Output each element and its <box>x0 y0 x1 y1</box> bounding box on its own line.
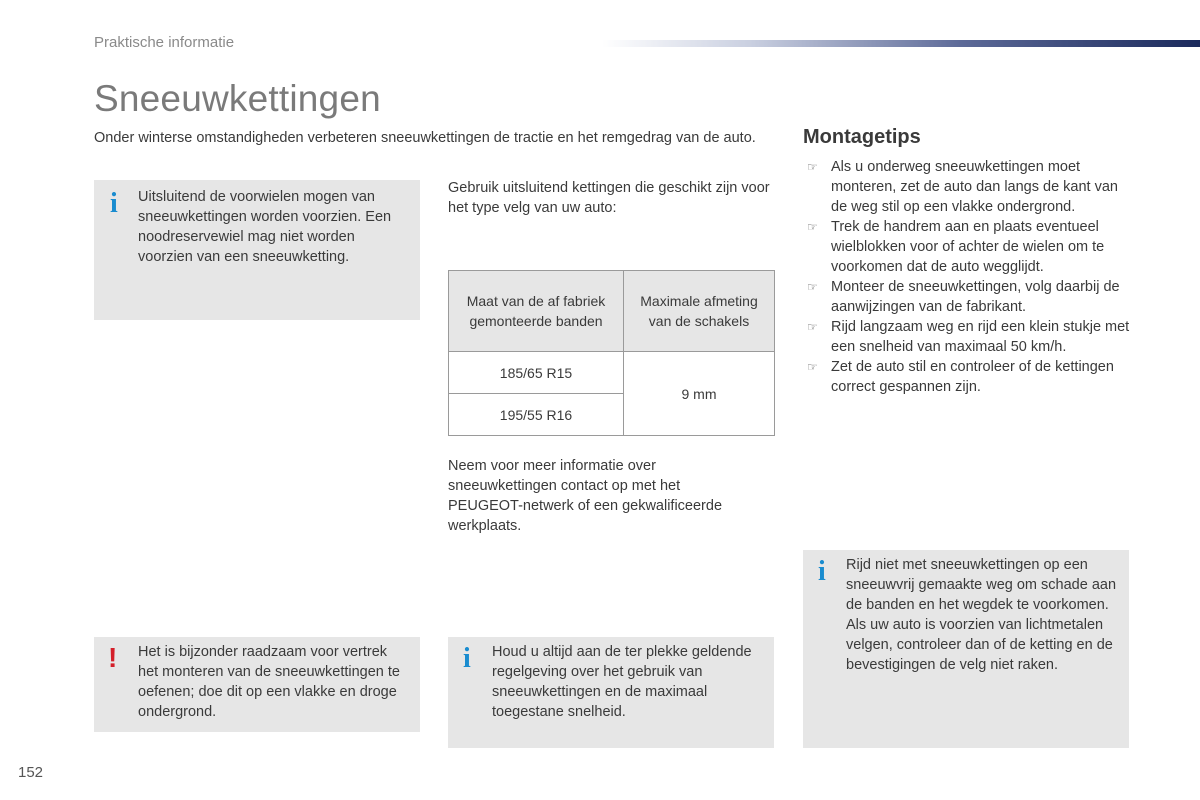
more-info-text: Neem voor meer informatie over sneeuwkettingen contact op met het PEUGEOT-netwerk of een gekwalificeerde werkplaats. <box>448 458 723 534</box>
use-chains-text: Gebruik uitsluitend kettingen die geschikt zijn voor het type velg van uw auto: <box>448 180 770 216</box>
info-box-text: Rijd niet met sneeuwkettingen op een sneeuwvrij gemaakte weg om schade aan de banden en het wegdek te voorkomen. Als uw auto is voorzien van lichtmetalen velgen, controleer dan of de ketting en de bevestigingen de velg niet raken. <box>846 557 1117 673</box>
page-number: 152 <box>18 764 44 781</box>
montagetips-list <box>803 157 1133 397</box>
warning-icon: ! <box>108 642 118 673</box>
table-header-tyre-size: Maat van de af fabriek gemonteerde banden <box>449 271 624 352</box>
list-item: ☞ Als u onderweg sneeuwkettingen moet monteren, zet de auto dan langs de kant van de weg stil op een vlakke ondergrond. <box>807 159 1118 215</box>
table-cell-tyre: 185/65 R15 <box>449 352 624 394</box>
chain-size-table <box>448 270 775 436</box>
table-cell-tyre: 195/55 R16 <box>449 394 624 436</box>
list-item: ☞ Trek de handrem aan en plaats eventueel wielblokken voor of achter de wielen om te voorkomen dat de auto wegglijdt. <box>807 219 1105 275</box>
info-box-regulations <box>448 637 774 748</box>
list-item: ☞ Rijd langzaam weg en rijd een klein stukje met een snelheid van maximaal 50 km/h. <box>807 319 1130 355</box>
list-item: ☞ Monteer de sneeuwkettingen, volg daarbij de aanwijzingen van de fabrikant. <box>807 279 1120 315</box>
pointing-hand-icon: ☞ <box>807 320 818 334</box>
info-box-text: Uitsluitend de voorwielen mogen van sneeuwkettingen worden voorzien. Een noodreservewiel mag niet worden voorzien van een sneeuwketting. <box>138 189 392 265</box>
pointing-hand-icon: ☞ <box>807 160 818 174</box>
page-title: Sneeuwkettingen <box>94 78 381 119</box>
header-gradient-bar <box>602 40 1200 47</box>
info-box-front-wheels <box>94 180 420 320</box>
montagetips-heading: Montagetips <box>803 126 921 148</box>
section-label: Praktische informatie <box>94 34 235 51</box>
warning-box-text: Het is bijzonder raadzaam voor vertrek het monteren van de sneeuwkettingen te oefenen; doe dit op een vlakke en droge ondergrond. <box>138 644 400 720</box>
info-icon: i <box>463 643 471 674</box>
pointing-hand-icon: ☞ <box>807 280 818 294</box>
table-row <box>449 352 775 394</box>
warning-box-practice <box>94 637 420 732</box>
info-icon: i <box>818 556 826 587</box>
pointing-hand-icon: ☞ <box>807 220 818 234</box>
intro-paragraph: Onder winterse omstandigheden verbeteren sneeuwkettingen de tractie en het remgedrag van de auto. <box>94 130 756 146</box>
info-box-snowfree-road <box>803 550 1129 748</box>
table-cell-link-size: 9 mm <box>624 352 775 436</box>
list-item: ☞ Zet de auto stil en controleer of de kettingen correct gespannen zijn. <box>807 359 1114 395</box>
pointing-hand-icon: ☞ <box>807 360 818 374</box>
table-header-link-size: Maximale afmeting van de schakels <box>624 271 775 352</box>
info-box-text: Houd u altijd aan de ter plekke geldende regelgeving over het gebruik van sneeuwkettingen en de maximaal toegestane snelheid. <box>492 644 752 720</box>
info-icon: i <box>110 188 118 219</box>
